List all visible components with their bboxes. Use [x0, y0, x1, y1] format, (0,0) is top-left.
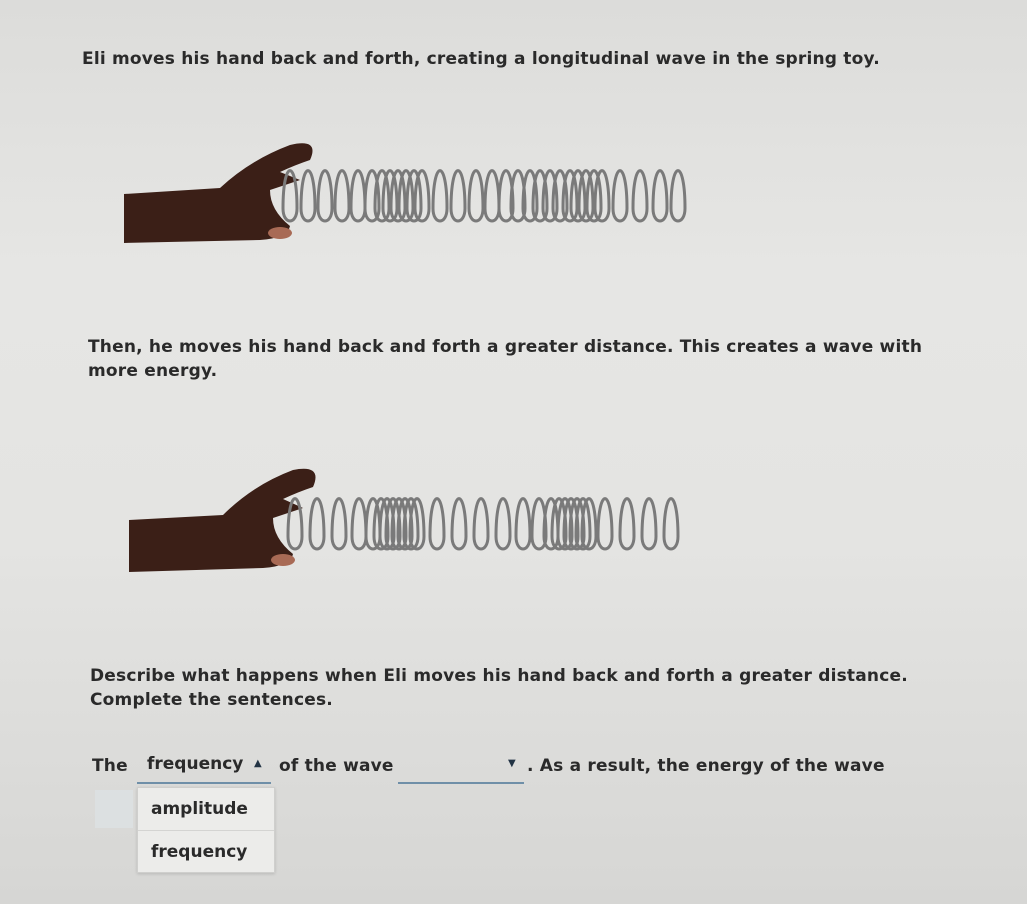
- caret-up-icon: ▲: [254, 758, 262, 769]
- dropdown-option-amplitude[interactable]: amplitude: [151, 799, 248, 819]
- dropdown-1-menu: [137, 787, 275, 873]
- sentence-part2: of the wave: [279, 756, 394, 776]
- sentence-part1: The: [92, 756, 128, 776]
- dropdown-option-frequency[interactable]: frequency: [138, 830, 274, 872]
- prompt-text-line1: Describe what happens when Eli moves his hand back and forth a greater distance.: [90, 666, 908, 686]
- then-text-line1: Then, he moves his hand back and forth a greater distance. This creates a wave with: [88, 337, 923, 357]
- dropdown-1[interactable]: [137, 750, 271, 784]
- spring-illustration-2: [125, 460, 725, 584]
- caret-down-icon: ▼: [508, 758, 516, 769]
- dropdown-1-value: frequency: [147, 754, 244, 774]
- then-text-line2: more energy.: [88, 361, 218, 381]
- dropdown-shadow: [95, 790, 133, 828]
- prompt-text-line2: Complete the sentences.: [90, 690, 333, 710]
- dropdown-2[interactable]: [398, 750, 524, 784]
- intro-text: Eli moves his hand back and forth, creating a longitudinal wave in the spring toy.: [82, 49, 880, 69]
- sentence-part3: . As a result, the energy of the wave: [527, 756, 885, 776]
- spring-illustration-1: [120, 130, 720, 254]
